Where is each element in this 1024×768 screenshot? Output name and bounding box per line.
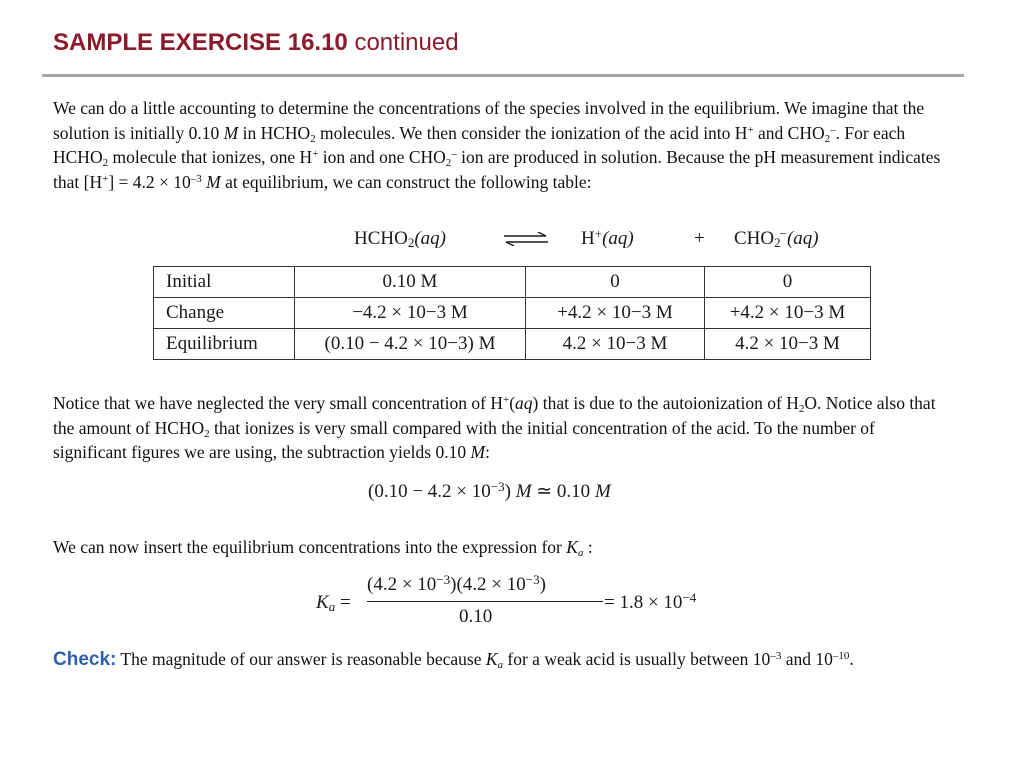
text: in HCHO [238, 122, 311, 143]
text: M [594, 481, 611, 502]
table-row [154, 298, 871, 329]
superscript: –3 [190, 172, 202, 185]
intro-paragraph [53, 96, 953, 194]
row-label: Change [154, 298, 295, 329]
table-cell: 0 [705, 267, 871, 298]
subscript: 2 [310, 132, 316, 145]
subscript: a [328, 599, 336, 614]
title-suffix: continued [347, 29, 459, 56]
text: = 1.8 × 10 [604, 592, 683, 613]
text: and 10 [781, 649, 833, 669]
title-divider [42, 74, 964, 77]
superscript: –10 [832, 650, 850, 662]
table-cell: +4.2 × 10−3 M [526, 298, 705, 329]
text: that ionizes is very small compared with the initial concentration of the acid. To the number of significant figures we are using, the subtraction yields 0.10 [53, 417, 875, 462]
table-cell: 4.2 × 10−3 M [526, 329, 705, 360]
text: O. Notice also that the amount of HCHO [53, 393, 936, 438]
text: ≃ 0.10 [531, 481, 595, 502]
text: (aq) [602, 228, 634, 249]
table-cell: (0.10 − 4.2 × 10−3) M [295, 329, 526, 360]
text: ion are produced in solution. Because the pH measurement indicates that [H [53, 147, 941, 192]
text: CHO [734, 228, 775, 249]
ka-symbol [316, 592, 351, 614]
superscript: + [594, 226, 603, 241]
superscript: + [747, 123, 754, 136]
table-cell: 4.2 × 10−3 M [705, 329, 871, 360]
row-label: Equilibrium [154, 329, 295, 360]
text: ) that is due to the autoionization of H [532, 393, 799, 413]
subscript: 2 [774, 235, 781, 250]
superscript: −3 [490, 479, 505, 494]
text: molecule that ionizes, one H [108, 147, 313, 167]
text: molecules. We then consider the ionization of the acid into H [315, 122, 748, 143]
superscript: −3 [436, 572, 451, 587]
ka-numerator [367, 574, 546, 596]
text: (4.2 × 10 [367, 574, 437, 595]
fraction-bar [367, 601, 603, 602]
text: ) [539, 574, 546, 595]
superscript: + [312, 148, 319, 160]
check-paragraph [53, 647, 953, 673]
text: )(4.2 × 10 [450, 574, 526, 595]
subscript: 2 [102, 157, 109, 169]
check-label: Check: [53, 649, 117, 670]
ice-table [153, 266, 871, 360]
text: (aq) [414, 228, 446, 249]
text: We can now insert the equilibrium concentrations into the expression for [53, 537, 567, 557]
product-formate [734, 228, 819, 250]
text: HCHO [354, 228, 408, 249]
text: aq [515, 393, 533, 413]
row-label: Initial [154, 267, 295, 298]
superscript: – [451, 148, 457, 160]
superscript: −3 [525, 572, 540, 587]
slide-title [53, 28, 459, 58]
superscript: – [830, 123, 836, 136]
ka-result [604, 592, 696, 614]
text: M [470, 442, 486, 462]
approximation-equation [368, 480, 611, 503]
plus-sign: + [694, 228, 705, 249]
text: H [581, 228, 595, 249]
text: Notice that we have neglected the very small concentration of H [53, 393, 503, 413]
title-main: SAMPLE EXERCISE 16.10 [53, 29, 348, 56]
text: K [316, 592, 329, 613]
text: M [515, 481, 532, 502]
subscript: 2 [204, 427, 210, 440]
text: K [485, 649, 498, 669]
superscript: + [502, 394, 510, 406]
text: and CHO [753, 122, 825, 143]
subscript: 2 [445, 157, 452, 169]
table-row [154, 267, 871, 298]
ka-denominator: 0.10 [459, 606, 493, 627]
table-cell [295, 267, 526, 298]
text: : [583, 537, 593, 557]
text: We can do a little accounting to determine the concentrations of the species involved in the equilibrium. We imagine that the solution is initially 0.10 [53, 98, 925, 143]
text: ) [504, 481, 516, 502]
subscript: a [577, 547, 584, 559]
text: . For each HCHO [53, 122, 906, 167]
table-cell: +4.2 × 10−3 M [705, 298, 871, 329]
text: K [566, 537, 578, 557]
text: (0.10 − 4.2 × 10 [368, 481, 491, 502]
neglect-paragraph [53, 391, 953, 465]
subscript: 2 [798, 403, 805, 415]
equilibrium-arrow-icon [504, 232, 548, 246]
product-h-plus [581, 228, 634, 250]
text: M [206, 171, 221, 192]
text: M [223, 122, 239, 143]
text: ( [509, 393, 516, 413]
text: for a weak acid is usually between 10 [503, 649, 771, 669]
text: (aq) [786, 228, 819, 249]
subscript: a [497, 659, 504, 671]
reactant [354, 228, 446, 250]
text: at equilibrium, we can construct the following table: [220, 171, 592, 192]
text: The magnitude of our answer is reasonable because [116, 649, 486, 669]
superscript: −4 [682, 590, 697, 605]
superscript: –3 [770, 650, 782, 662]
text: : [485, 442, 490, 462]
subscript: 2 [824, 132, 831, 145]
table-row [154, 329, 871, 360]
text: ion and one CHO [318, 147, 446, 167]
subscript: 2 [407, 235, 415, 250]
superscript: + [102, 172, 109, 185]
text: ] = 4.2 × 10 [108, 171, 191, 192]
table-cell-value: 0.10 M [382, 271, 438, 292]
table-cell: −4.2 × 10−3 M [295, 298, 526, 329]
text: . [849, 649, 854, 669]
text: = [335, 592, 351, 613]
insert-paragraph [53, 535, 953, 560]
superscript: − [779, 226, 787, 241]
table-cell: 0 [526, 267, 705, 298]
